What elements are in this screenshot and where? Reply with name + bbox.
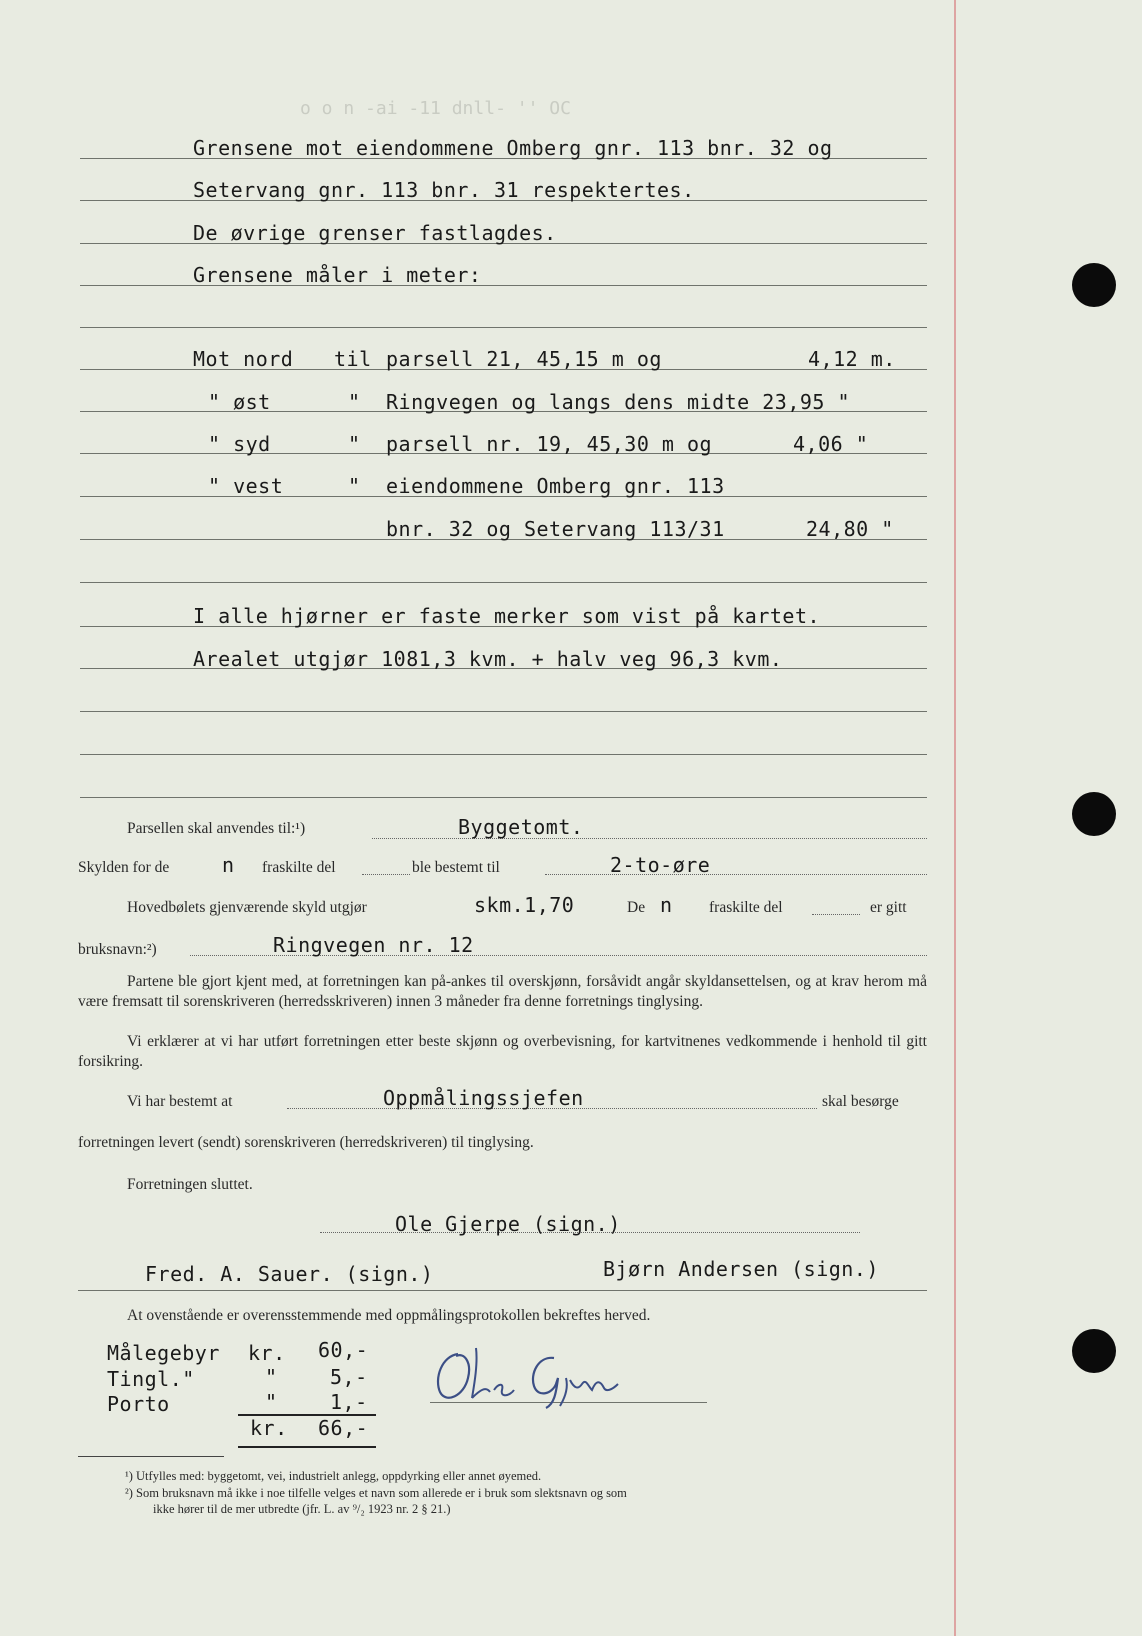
fee-total: 66,- <box>318 1416 369 1440</box>
sluttet-text: Forretningen sluttet. <box>127 1176 253 1193</box>
bestemt-label: Vi har bestemt at <box>127 1093 233 1110</box>
fee-label-1: Målegebyr <box>107 1341 220 1365</box>
bestemt-value: Oppmålingssjefen <box>383 1086 584 1110</box>
measure-row1-desc: parsell 21, 45,15 m og <box>386 347 662 371</box>
fee-unit-2: " <box>265 1365 278 1389</box>
skyld-dots-2 <box>545 874 927 875</box>
use-dots <box>372 838 927 839</box>
punch-hole-top <box>1072 263 1116 307</box>
measure-row3-desc: parsell nr. 19, 45,30 m og <box>386 432 713 456</box>
hoved-value: skm.1,70 <box>474 893 575 917</box>
declaration-paragraph: Vi erklærer at vi har utført forretningen etter beste skjønn og overbevisning, for kartvitnenes vedkommende i henhold til gitt forsikring. <box>78 1033 927 1070</box>
rule <box>80 582 927 583</box>
hoved-dots <box>812 914 860 915</box>
appeal-paragraph: Partene ble gjort kjent med, at forretningen kan på-ankes til overskjønn, forsåvidt angår skyldansettelsen, og at krav herom må være fremsatt til sorenskriveren (herredsskriveren) innen 3 måneder fra denne forretnings tinglysing. <box>78 973 927 1010</box>
hoved-fraskilte: fraskilte del <box>709 899 783 916</box>
skyld-label-b: fraskilte del <box>262 859 336 876</box>
hoved-label: Hovedbølets gjenværende skyld utgjør <box>127 899 367 916</box>
skyld-label-a: Skylden for de <box>78 859 170 876</box>
skyld-dots-1 <box>362 874 410 875</box>
handwritten-signature-text: Ole Gjerpe <box>430 1340 435 1341</box>
fee-total-rule <box>238 1446 376 1448</box>
rule <box>80 327 927 328</box>
hoved-gitt: er gitt <box>870 899 907 916</box>
fee-unit-3: " <box>265 1390 278 1414</box>
boundary-line-1: Grensene mot eiendommene Omberg gnr. 113 bnr. 32 og <box>193 136 833 160</box>
rule <box>80 754 927 755</box>
measure-row5-value: 24,80 " <box>806 517 894 541</box>
fee-total-unit: kr. <box>250 1416 288 1440</box>
fee-amount-1: 60,- <box>318 1338 369 1362</box>
measure-row3-ditto: " <box>348 432 361 456</box>
measure-row2-direction: " øst <box>208 390 271 414</box>
skyld-label-c: ble bestemt til <box>412 859 500 876</box>
area-text: Arealet utgjør 1081,3 kvm. + halv veg 96,3 kvm. <box>193 647 783 671</box>
ghost-text: o o n -ai -11 dnll- '' OC <box>300 98 571 119</box>
signature-main: Ole Gjerpe (sign.) <box>395 1212 621 1236</box>
margin-line <box>954 0 956 1636</box>
measure-row4-direction: " vest <box>208 474 284 498</box>
measure-row1-til: til <box>334 347 372 371</box>
punch-hole-middle <box>1072 792 1116 836</box>
corners-text: I alle hjørner er faste merker som vist på kartet. <box>193 604 821 628</box>
footnote-2b: ikke hører til de mer utbredte (jfr. L. av ⁹/₂ 1923 nr. 2 § 21.) <box>153 1502 451 1516</box>
measure-row2-desc: Ringvegen og langs dens midte 23,95 " <box>386 390 851 414</box>
rule <box>80 797 927 798</box>
measure-row1-direction: Mot nord <box>193 347 294 371</box>
boundary-line-2: Setervang gnr. 113 bnr. 31 respektertes. <box>193 178 695 202</box>
handwritten-signature <box>430 1340 650 1410</box>
footnote-2a: ²) Som bruksnavn må ikke i noe tilfelle velges et navn som allerede er i bruk som slektsnavn og som <box>125 1486 627 1500</box>
fee-label-2: Tingl." <box>107 1367 195 1391</box>
fee-amount-2: 5,- <box>330 1365 368 1389</box>
measure-row2-ditto: " <box>348 390 361 414</box>
measure-row1-value: 4,12 m. <box>808 347 896 371</box>
measure-row4-ditto: " <box>348 474 361 498</box>
signature-rule <box>78 1290 927 1291</box>
fee-label-3: Porto <box>107 1392 170 1416</box>
skyld-n: n <box>222 853 235 877</box>
rule <box>80 711 927 712</box>
hoved-de: De <box>627 899 646 916</box>
footnote-rule <box>78 1456 224 1457</box>
measure-row3-direction: " syd <box>208 432 271 456</box>
signature-right: Bjørn Andersen (sign.) <box>603 1257 879 1281</box>
skyld-value: 2-to-øre <box>610 853 711 877</box>
certification-text: At ovenstående er overensstemmende med oppmålingsprotokollen bekreftes herved. <box>127 1307 651 1324</box>
fee-unit-1: kr. <box>248 1341 286 1365</box>
measure-row3-value: 4,06 " <box>793 432 869 456</box>
use-label: Parsellen skal anvendes til:¹) <box>127 820 306 837</box>
signature-left: Fred. A. Sauer. (sign.) <box>145 1262 434 1286</box>
boundary-line-4: Grensene måler i meter: <box>193 263 482 287</box>
measure-row5-desc: bnr. 32 og Setervang 113/31 <box>386 517 725 541</box>
fee-amount-3: 1,- <box>330 1390 368 1414</box>
punch-hole-bottom <box>1072 1329 1116 1373</box>
bruksnavn-value: Ringvegen nr. 12 <box>273 933 474 957</box>
boundary-line-3: De øvrige grenser fastlagdes. <box>193 221 557 245</box>
use-value: Byggetomt. <box>458 815 584 839</box>
footnote-1: ¹) Utfylles med: byggetomt, vei, industrielt anlegg, oppdyrking eller annet øyemed. <box>125 1469 542 1483</box>
bestemt-end: skal besørge <box>822 1093 899 1110</box>
hoved-n: n <box>660 893 673 917</box>
measure-row4-desc: eiendommene Omberg gnr. 113 <box>386 474 725 498</box>
levert-text: forretningen levert (sendt) sorenskriveren (herredskriveren) til tinglysing. <box>78 1134 534 1151</box>
bruksnavn-label: bruksnavn:²) <box>78 941 157 958</box>
